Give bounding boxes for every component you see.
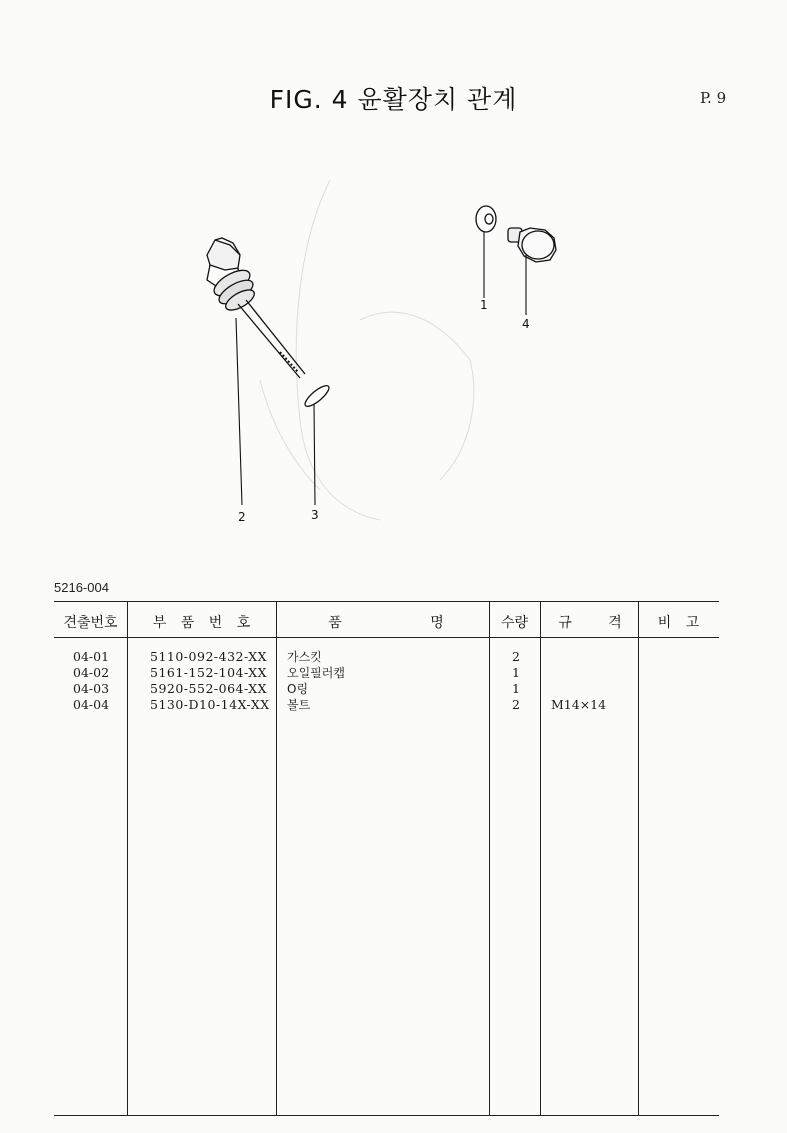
table-row-name: 볼트 [287, 698, 311, 712]
col-divider [276, 601, 277, 1115]
table-row-part-no: 5130-D10-14X-XX [150, 697, 270, 712]
callout-3: 3 [311, 508, 319, 522]
table-row-qty: 1 [512, 681, 520, 696]
table-row-spec: M14×14 [551, 697, 607, 712]
header-qty: 수량 [500, 615, 529, 631]
callout-2: 2 [238, 510, 246, 524]
table-row-no: 04-02 [73, 665, 110, 680]
table-row-part-no: 5161-152-104-XX [150, 665, 268, 680]
header-part-no: 부 품 번 호 [152, 615, 251, 631]
document-code: 5216-004 [54, 580, 109, 595]
col-divider [540, 601, 541, 1115]
table-row-part-no: 5920-552-064-XX [150, 681, 268, 696]
table-row-qty: 2 [512, 649, 520, 664]
header-no: 견출번호 [63, 615, 118, 631]
header-name-1: 품 [328, 615, 342, 631]
table-row-qty: 2 [512, 697, 520, 712]
callout-4: 4 [522, 317, 530, 331]
col-divider [638, 601, 639, 1115]
col-divider [489, 601, 490, 1115]
table-bottom-rule [54, 1115, 719, 1116]
table-row-no: 04-01 [73, 649, 110, 664]
figure-title: FIG. 4 윤활장치 관계 [269, 85, 518, 114]
table-row-qty: 1 [512, 665, 520, 680]
table-row-part-no: 5110-092-432-XX [150, 649, 268, 664]
table-row-no: 04-04 [73, 697, 110, 712]
header-remark: 비 고 [657, 615, 700, 631]
table-top-rule [54, 601, 719, 602]
page-number: P. 9 [700, 89, 727, 107]
header-name-2: 명 [430, 615, 444, 631]
table-row-name: 가스킷 [287, 650, 322, 664]
table-row-name: O링 [287, 682, 309, 696]
table-header-rule [54, 637, 719, 638]
table-row-name: 오일필러캡 [287, 666, 345, 680]
table-row-no: 04-03 [73, 681, 110, 696]
callout-1: 1 [480, 298, 488, 312]
col-divider [127, 601, 128, 1115]
header-spec-2: 격 [608, 615, 622, 631]
header-spec-1: 규 [558, 615, 572, 631]
